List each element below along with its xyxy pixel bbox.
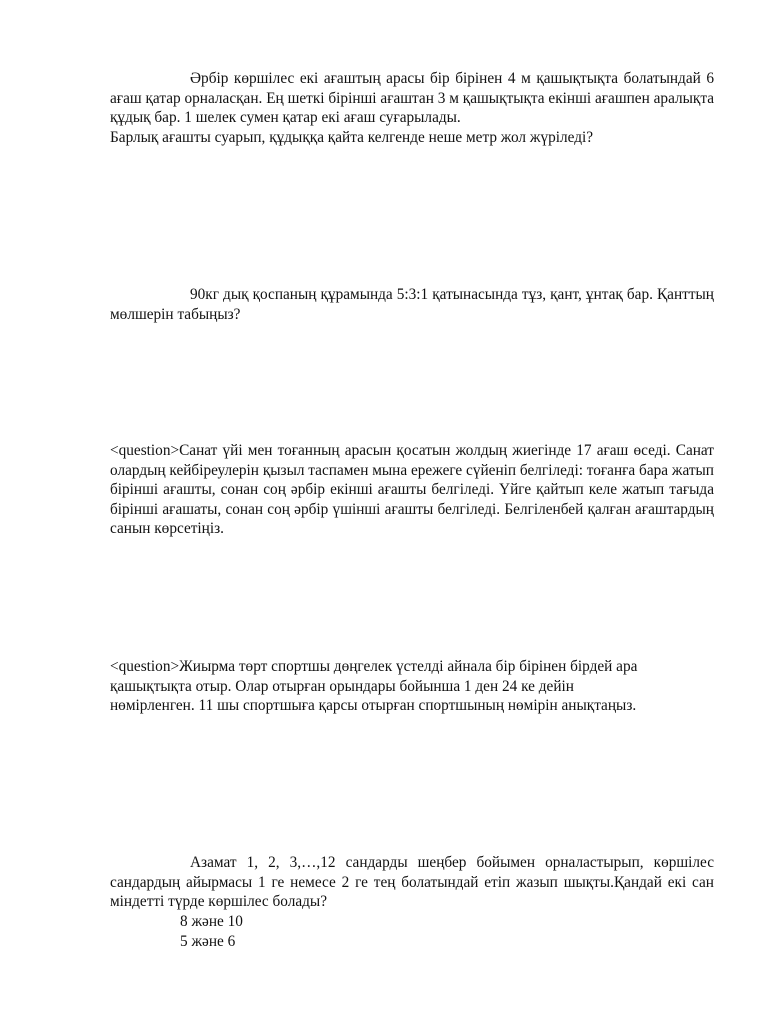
answer-option: 5 және 6 bbox=[180, 932, 236, 950]
problem-text: Азамат 1, 2, 3,…,12 сандарды шеңбер бойымен орналастырып, көршілес сандардың айырмасы 1 ге немесе 2 ге тең болатындай етіп жазып шықты.Қандай екі сан міндетті түрде көршілес болады? bbox=[110, 854, 714, 911]
answer-options bbox=[180, 912, 243, 951]
problem-text: <question>Санат үйі мен тоғанның арасын қосатын жолдың жиегінде 17 ағаш өседі. Санат олардың кейбіреулерін қызыл таспамен мына ережеге сүйеніп белгіледі: тоғанға бара жатып бірінші ағашты, сонан соң әрбір екінші ағашты белгіледі. Үйге қайтып келе жатып тағыда бірінші ағашаты, сонан соң әрбір үшінші ағашты белгіледі. Белгіленбей қалған ағаштардың санын көрсетіңіз. bbox=[110, 442, 714, 538]
problem-circle-numbers bbox=[110, 853, 714, 912]
problem-mixture-ratio bbox=[110, 285, 714, 324]
problem-text: <question>Жиырма төрт спортшы дөңгелек үстелді айнала бір бірінен бірдей ара қашықтықта отыр. Олар отырған орындары бойынша 1 ден 24 ке дейін bbox=[110, 658, 638, 695]
problem-text: 90кг дық қоспаның құрамында 5:3:1 қатынасында тұз, қант, ұнтақ бар. Қанттың мөлшерін табыңыз? bbox=[110, 286, 714, 323]
problem-text: Әрбір көршілес екі ағаштың арасы бір бірінен 4 м қашықтықта болатындай 6 ағаш қатар орналасқан. Ең шеткі бірінші ағаштан 3 м қашықтықта екінші ағашпен аралықта құдық бар. 1 шелек сумен қатар екі ағаш суғарылады. bbox=[110, 70, 714, 127]
problem-round-table bbox=[110, 657, 714, 716]
problem-text-continued: нөмірленген. 11 шы спортшыға қарсы отырған спортшының нөмірін анықтаңыз. bbox=[110, 697, 637, 715]
problem-question: Барлық ағашты суарып, құдыққа қайта келгенде неше метр жол жүріледі? bbox=[110, 128, 594, 146]
answer-option: 8 және 10 bbox=[180, 913, 243, 930]
problem-marked-trees bbox=[110, 441, 714, 539]
problem-wells-trees bbox=[110, 69, 714, 147]
